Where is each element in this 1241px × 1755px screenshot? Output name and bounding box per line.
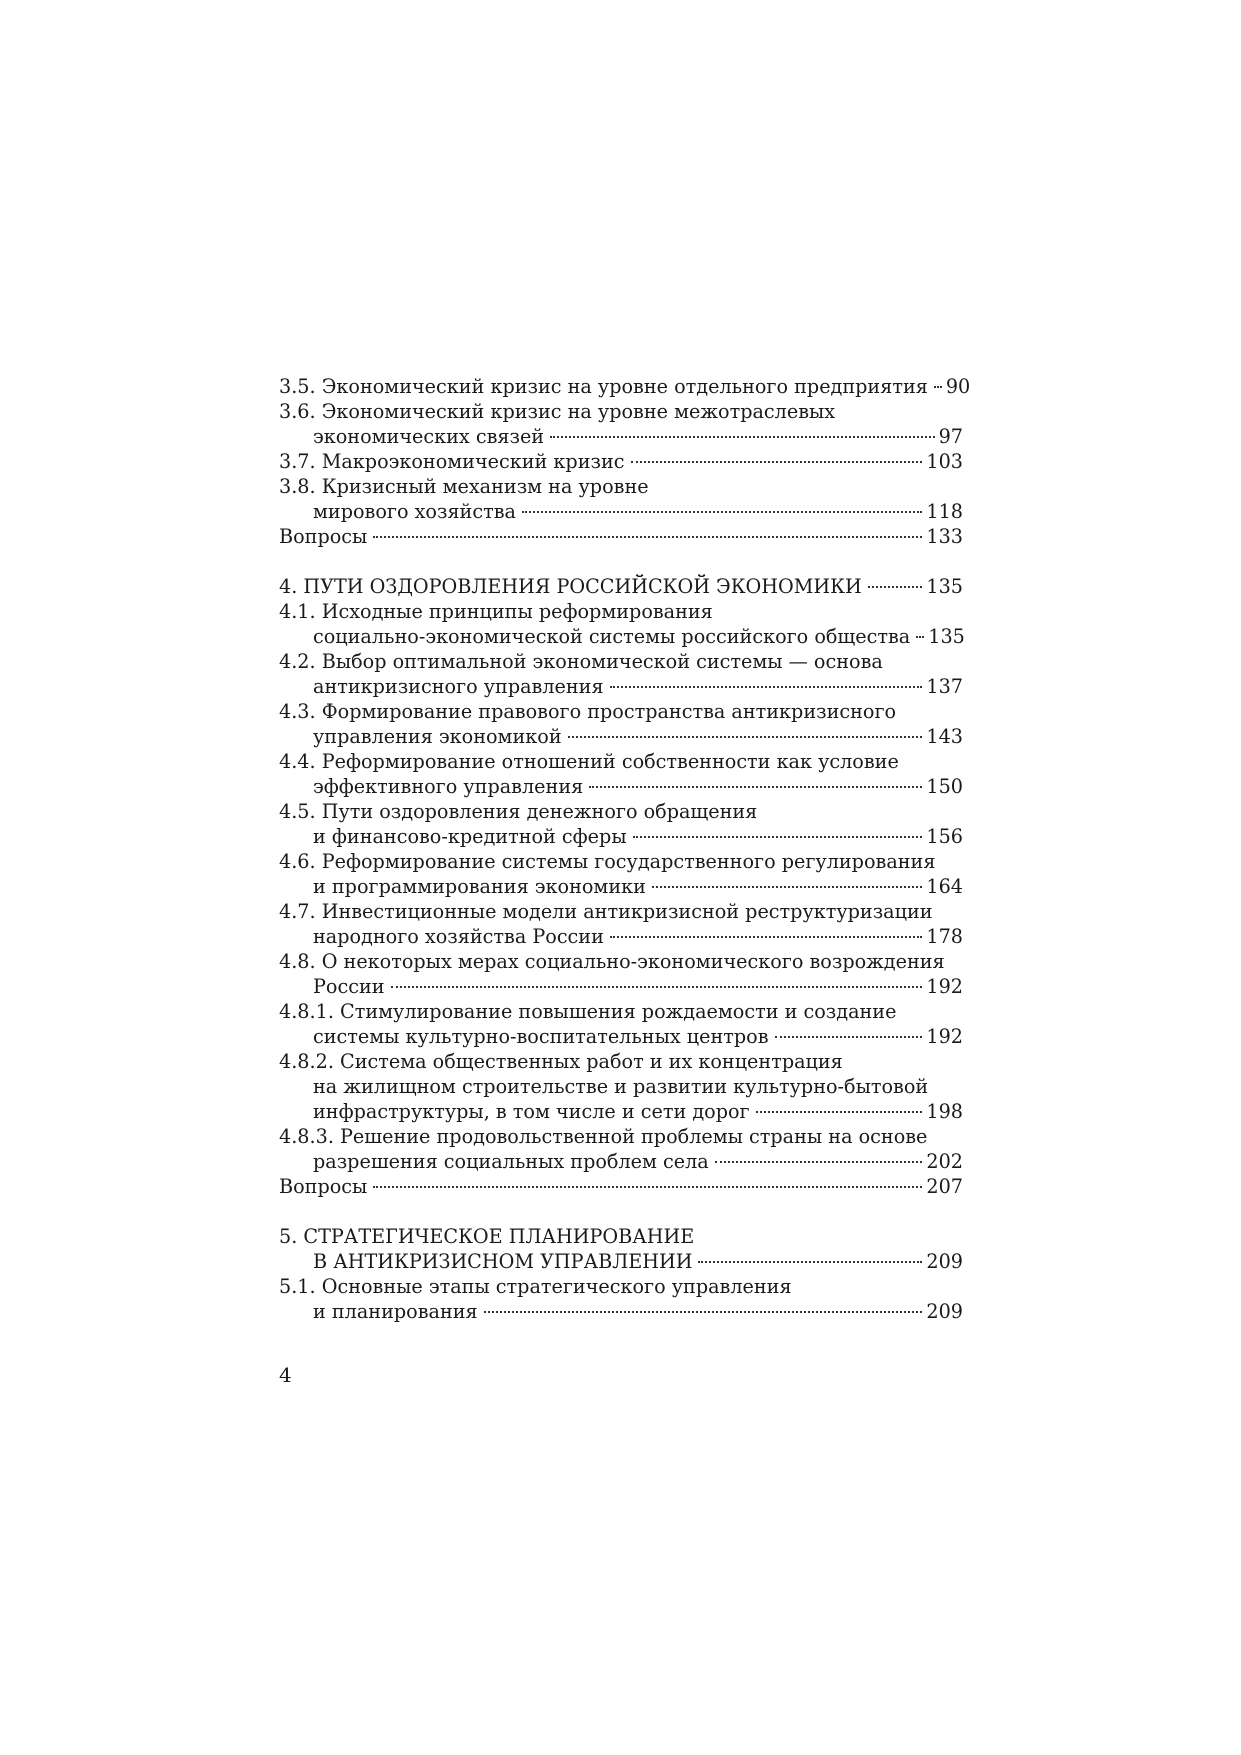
dot-leader	[568, 736, 923, 738]
toc-entry-last-line	[279, 874, 963, 899]
toc-entry-last-line	[279, 1174, 963, 1199]
toc-entry[interactable]	[279, 1124, 963, 1174]
toc-entry-page: 202	[926, 1150, 963, 1173]
toc-entry-last-line	[279, 449, 963, 474]
toc-entry-title-line: 4. ПУТИ ОЗДОРОВЛЕНИЯ РОССИЙСКОЙ ЭКОНОМИКИ	[279, 575, 862, 598]
toc-entry[interactable]	[279, 399, 963, 449]
toc-entry-last-line	[279, 1299, 963, 1324]
toc-entry-title-line: Вопросы	[279, 1175, 368, 1198]
toc-entry[interactable]	[279, 999, 963, 1049]
toc-entry[interactable]	[279, 799, 963, 849]
toc-entry-title-line: 4.6. Реформирование системы государственного регулирования	[279, 850, 936, 873]
toc-entry-page: 164	[926, 875, 963, 898]
toc-entry-title-line: на жилищном строительстве и развитии культурно-бытовой	[313, 1075, 929, 1098]
toc-section	[279, 1224, 963, 1324]
toc-entry-last-line	[279, 499, 963, 524]
toc-entry[interactable]	[279, 1274, 963, 1324]
toc-entry-last-line	[279, 924, 963, 949]
toc-entry-title-line: 4.8.2. Система общественных работ и их концентрация	[279, 1050, 843, 1073]
toc-entry-page: 118	[926, 500, 963, 523]
toc-entry-page: 133	[926, 525, 963, 548]
toc-entry[interactable]	[279, 1224, 963, 1274]
dot-leader	[698, 1261, 922, 1263]
toc-entry-title-line: и программирования экономики	[313, 875, 646, 898]
toc-entry[interactable]	[279, 474, 963, 524]
toc-entry-last-line	[279, 624, 963, 649]
toc-entry[interactable]	[279, 899, 963, 949]
toc-entry[interactable]	[279, 524, 963, 549]
dot-leader	[775, 1036, 923, 1038]
toc-entry[interactable]	[279, 699, 963, 749]
toc-entry-last-line	[279, 724, 963, 749]
toc-entry-title-line: и финансово-кредитной сферы	[313, 825, 627, 848]
toc-entry-page: 198	[926, 1100, 963, 1123]
dot-leader	[633, 836, 923, 838]
toc-entry[interactable]	[279, 1049, 963, 1124]
table-of-contents	[279, 374, 971, 1349]
toc-entry-page: 90	[945, 375, 971, 398]
toc-entry-title-line: 4.4. Реформирование отношений собственности как условие	[279, 750, 899, 773]
toc-entry[interactable]	[279, 949, 963, 999]
toc-entry-last-line	[279, 974, 963, 999]
dot-leader	[756, 1111, 923, 1113]
toc-entry[interactable]	[279, 849, 963, 899]
toc-entry-page: 103	[926, 450, 963, 473]
toc-entry-title-line: разрешения социальных проблем села	[313, 1150, 709, 1173]
toc-entry-page: 135	[928, 625, 965, 648]
dot-leader	[715, 1161, 923, 1163]
toc-entry-page: 156	[926, 825, 963, 848]
toc-entry-title-line: системы культурно-воспитательных центров	[313, 1025, 769, 1048]
toc-entry-title-line: 4.8.3. Решение продовольственной проблемы страны на основе	[279, 1125, 928, 1148]
toc-entry-title-line: экономических связей	[313, 425, 545, 448]
toc-entry-page: 97	[938, 425, 963, 448]
toc-entry-last-line	[279, 424, 963, 449]
dot-leader	[391, 986, 923, 988]
toc-entry-title-line: антикризисного управления	[313, 675, 604, 698]
dot-leader	[589, 786, 922, 788]
toc-entry-title-line: Вопросы	[279, 525, 368, 548]
toc-entry-last-line	[279, 1149, 963, 1174]
toc-entry-title-line: 4.5. Пути оздоровления денежного обращения	[279, 800, 758, 823]
dot-leader	[550, 436, 934, 438]
toc-entry-title-line: 5. СТРАТЕГИЧЕСКОЕ ПЛАНИРОВАНИЕ	[279, 1225, 695, 1248]
toc-entry-last-line	[279, 774, 963, 799]
toc-entry-last-line	[279, 524, 963, 549]
toc-entry-title-line: народного хозяйства России	[313, 925, 604, 948]
dot-leader	[373, 1186, 922, 1188]
toc-entry-title-line: 4.2. Выбор оптимальной экономической системы — основа	[279, 650, 883, 673]
dot-leader	[484, 1311, 923, 1313]
dot-leader	[631, 461, 923, 463]
toc-entry-page: 209	[926, 1250, 963, 1273]
toc-entry-last-line	[279, 674, 963, 699]
toc-entry-title-line: 3.8. Кризисный механизм на уровне	[279, 475, 649, 498]
toc-entry-title-line: и планирования	[313, 1300, 478, 1323]
toc-entry-last-line	[279, 1249, 963, 1274]
toc-entry-last-line	[279, 824, 963, 849]
toc-entry-title-line: В АНТИКРИЗИСНОМ УПРАВЛЕНИИ	[313, 1250, 693, 1273]
toc-entry-title-line: эффективного управления	[313, 775, 584, 798]
toc-entry-last-line	[279, 1024, 963, 1049]
toc-entry-title-line: 4.3. Формирование правового пространства антикризисного	[279, 700, 897, 723]
toc-entry[interactable]	[279, 374, 971, 399]
toc-entry-page: 209	[926, 1300, 963, 1323]
toc-entry-title-line: инфраструктуры, в том числе и сети дорог	[313, 1100, 750, 1123]
toc-entry-title-line: 3.7. Макроэкономический кризис	[279, 450, 625, 473]
toc-entry[interactable]	[279, 649, 963, 699]
toc-entry-last-line	[279, 574, 963, 599]
toc-entry[interactable]	[279, 1174, 963, 1199]
page-number: 4	[279, 1363, 292, 1387]
toc-entry[interactable]	[279, 449, 963, 474]
toc-entry-page: 137	[926, 675, 963, 698]
toc-entry-title-line: управления экономикой	[313, 725, 562, 748]
toc-entry-title-line: 3.5. Экономический кризис на уровне отдельного предприятия	[279, 375, 928, 398]
toc-entry-title-line: 4.1. Исходные принципы реформирования	[279, 600, 713, 623]
dot-leader	[652, 886, 922, 888]
toc-entry[interactable]	[279, 574, 963, 599]
dot-leader	[610, 936, 922, 938]
toc-section	[279, 574, 963, 1199]
toc-entry-page: 192	[926, 1025, 963, 1048]
toc-entry-last-line	[279, 1099, 963, 1124]
toc-entry-page: 178	[926, 925, 963, 948]
toc-entry-title-line: 3.6. Экономический кризис на уровне межотраслевых	[279, 400, 836, 423]
dot-leader	[522, 511, 922, 513]
dot-leader	[916, 636, 924, 638]
toc-entry-page: 192	[926, 975, 963, 998]
toc-entry-last-line	[279, 374, 971, 399]
dot-leader	[373, 536, 922, 538]
toc-entry-page: 207	[926, 1175, 963, 1198]
dot-leader	[868, 586, 923, 588]
toc-entry-page: 150	[926, 775, 963, 798]
toc-entry[interactable]	[279, 599, 963, 649]
toc-entry-title-line: мирового хозяйства	[313, 500, 516, 523]
toc-section	[279, 374, 971, 549]
toc-entry-page: 143	[926, 725, 963, 748]
toc-entry-title-line: 4.7. Инвестиционные модели антикризисной реструктуризации	[279, 900, 933, 923]
toc-entry-title-line: 4.8. О некоторых мерах социально-экономического возрождения	[279, 950, 945, 973]
toc-entry-title-line: России	[313, 975, 385, 998]
toc-entry-title-line: 4.8.1. Стимулирование повышения рождаемости и создание	[279, 1000, 897, 1023]
dot-leader	[610, 686, 923, 688]
dot-leader	[934, 386, 942, 388]
toc-entry-title-line: социально-экономической системы российского общества	[313, 625, 911, 648]
toc-entry[interactable]	[279, 749, 963, 799]
toc-entry-page: 135	[926, 575, 963, 598]
toc-entry-title-line: 5.1. Основные этапы стратегического управления	[279, 1275, 792, 1298]
